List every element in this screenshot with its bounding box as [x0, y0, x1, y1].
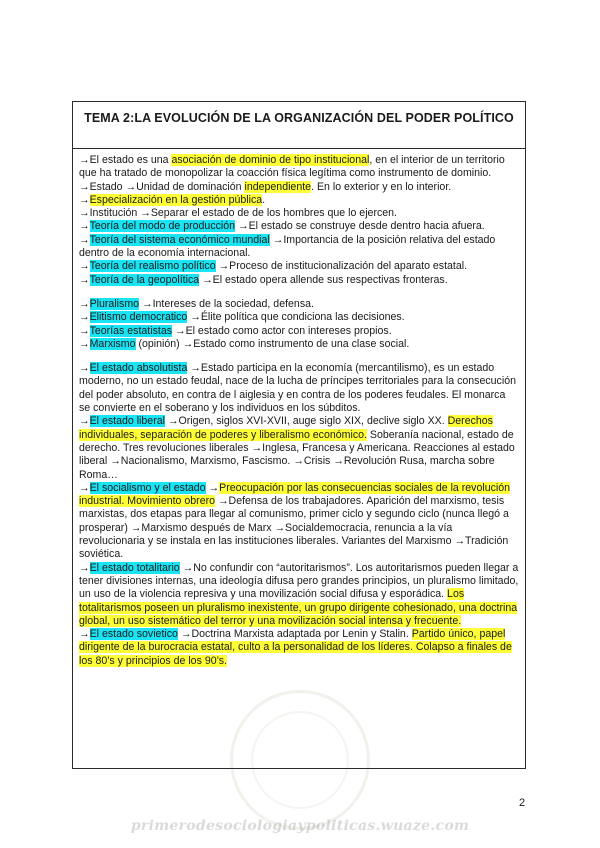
text-segment: →: [79, 220, 90, 233]
page-title: TEMA 2:LA EVOLUCIÓN DE LA ORGANIZACIÓN DEL PODER POLÍTICO: [73, 102, 525, 149]
text-segment: →No confundir con “autoritarismos”. Los autoritarismos pueden llegar a tener divisiones internas, una ideología difusa pero grandes principios, un pluralismo limitado, un uso de la violencia represiva y una movilización social difusa y esporádica.: [79, 561, 519, 601]
text-segment: →Intereses de la sociedad, defensa.: [139, 297, 314, 310]
highlight-yellow: Derechos individuales, separación de poderes y liberalismo económico.: [79, 415, 493, 441]
text-segment: →: [79, 415, 90, 428]
highlight-cyan: El estado absolutista: [89, 362, 188, 375]
highlight-yellow: Preocupación por las consecuencias sociales de la revolución industrial. Movimiento obrero: [79, 481, 511, 508]
paragraph: [79, 220, 519, 233]
text-segment: →: [79, 311, 90, 324]
highlight-cyan: Teoría de la geopolítica: [89, 273, 200, 286]
highlight-cyan: Elitismo democratico: [89, 311, 188, 324]
highlight-yellow: independiente: [244, 180, 312, 193]
highlight-cyan: Teoría del realismo político: [89, 260, 216, 273]
text-segment: →Defensa de los trabajadores. Aparición del marxismo, tesis marxistas, dos etapas para llegar al comunismo, primer ciclo y segundo ciclo (nunca llegó a prosperar) →Marxismo después de Marx →Socialdemocracia, renuncia a la vía revolucionaria y se instala en las instituciones liberales. Variantes del Marxismo →Tradición soviética.: [79, 495, 509, 561]
text-segment: →: [79, 362, 90, 375]
text-segment: Soberanía nacional, estado de derecho. Tres revoluciones liberales →Inglesa, Francesa y Americana. Reacciones al estado liberal →Nacionalismo, Marxismo, Fascismo. →Crisis →Revolución Rusa, marcha sobre Roma…: [79, 428, 515, 481]
text-segment: →El estado opera allende sus respectivas fronteras.: [199, 273, 448, 286]
text-segment: →El estado se construye desde dentro hacia afuera.: [235, 220, 485, 233]
paragraph: [79, 274, 519, 287]
text-segment: →: [79, 337, 90, 350]
text-segment: .: [262, 193, 266, 206]
highlight-cyan: Teoría del sistema económico mundial: [89, 233, 270, 246]
highlight-cyan: Pluralismo: [89, 297, 140, 310]
text-segment: →Institución →Separar el estado de de los hombres que lo ejercen.: [79, 207, 397, 220]
text-segment: →: [79, 628, 90, 641]
text-segment: →: [79, 233, 90, 246]
highlight-yellow: Partido único, papel dirigente de la burocracia estatal, culto a la personalidad de los líderes. Colapso a finales de los 80’s y principios de los 90’s.: [79, 628, 512, 667]
highlight-cyan: Teorías estatistas: [89, 324, 173, 337]
highlight-cyan: Teoría del modo de producción: [89, 220, 236, 233]
watermark-url: primerodesociologiaypoliticas.wuaze.com: [130, 818, 470, 834]
text-segment: →: [205, 481, 220, 494]
highlight-yellow: Especialización en la gestión pública: [89, 193, 263, 206]
paragraph: [79, 234, 519, 261]
text-segment: (opinión) →Estado como instrumento de una clase social.: [135, 337, 410, 350]
paragraph: [79, 362, 519, 415]
paragraph: [79, 154, 519, 181]
text-segment: →Estado participa en la economía (mercantilismo), es un estado moderno, no un estado feudal, nace de la lucha de príncipes territoriales para la consecución del poder absoluto, en contra de l aiglesia y en contra de los poderes feudales. El monarca se convierte en el soberano y los individuos en los súbditos.: [79, 362, 516, 415]
text-segment: →Proceso de institucionalización del aparato estatal.: [215, 260, 468, 273]
text-segment: →: [79, 193, 90, 206]
text-segment: →Origen, siglos XVI-XVII, auge siglo XIX, declive siglo XX.: [164, 415, 448, 428]
highlight-cyan: El estado liberal: [89, 415, 165, 428]
page-number: 2: [519, 797, 526, 809]
paragraph-gap: [79, 287, 519, 298]
paragraph: [79, 311, 519, 324]
text-segment: →: [79, 324, 90, 337]
paragraph: [79, 194, 519, 207]
document-table: [72, 101, 526, 769]
paragraph: [79, 325, 519, 338]
highlight-yellow: Los totalitarismos poseen un pluralismo inexistente, un grupo dirigente cohesionado, una doctrina global, un uso sistemático del terror y una movilización social intensa y frecuente.: [79, 588, 518, 627]
paragraph: [79, 415, 519, 481]
paragraph: [79, 562, 519, 628]
paragraph: [79, 482, 519, 562]
highlight-cyan: El estado totalitario: [89, 561, 180, 574]
highlight-yellow: asociación de dominio de tipo institucional: [171, 154, 370, 166]
paragraph: [79, 181, 519, 194]
paragraph: [79, 260, 519, 273]
document-content: [73, 149, 525, 668]
text-segment: →Doctrina Marxista adaptada por Lenin y Stalin.: [177, 628, 412, 641]
paragraph: [79, 207, 519, 220]
text-segment: . En lo exterior y en lo interior.: [311, 180, 452, 193]
highlight-cyan: Marxismo: [89, 337, 136, 350]
text-segment: →: [79, 273, 90, 286]
text-segment: →: [79, 561, 90, 574]
text-segment: →El estado como actor con intereses propios.: [172, 324, 392, 337]
paragraph-gap: [79, 351, 519, 362]
paragraph: [79, 298, 519, 311]
text-segment: →Élite política que condiciona las decisiones.: [187, 311, 405, 324]
highlight-cyan: El estado sovietico: [89, 628, 178, 641]
text-segment: →Importancia de la posición relativa del estado dentro de la economía internacional.: [79, 233, 496, 260]
highlight-cyan: El socialismo y el estado: [89, 481, 206, 494]
text-segment: →Estado →Unidad de dominación: [79, 180, 245, 193]
paragraph: [79, 628, 519, 668]
text-segment: →: [79, 260, 90, 273]
text-segment: →: [79, 297, 90, 310]
text-segment: , en el interior de un territorio que ha tratado de monopolizar la coacción física legítima como instrumento de dominio.: [79, 154, 505, 180]
text-segment: →El estado es una: [79, 154, 172, 166]
text-segment: →: [79, 481, 90, 494]
paragraph: [79, 338, 519, 351]
